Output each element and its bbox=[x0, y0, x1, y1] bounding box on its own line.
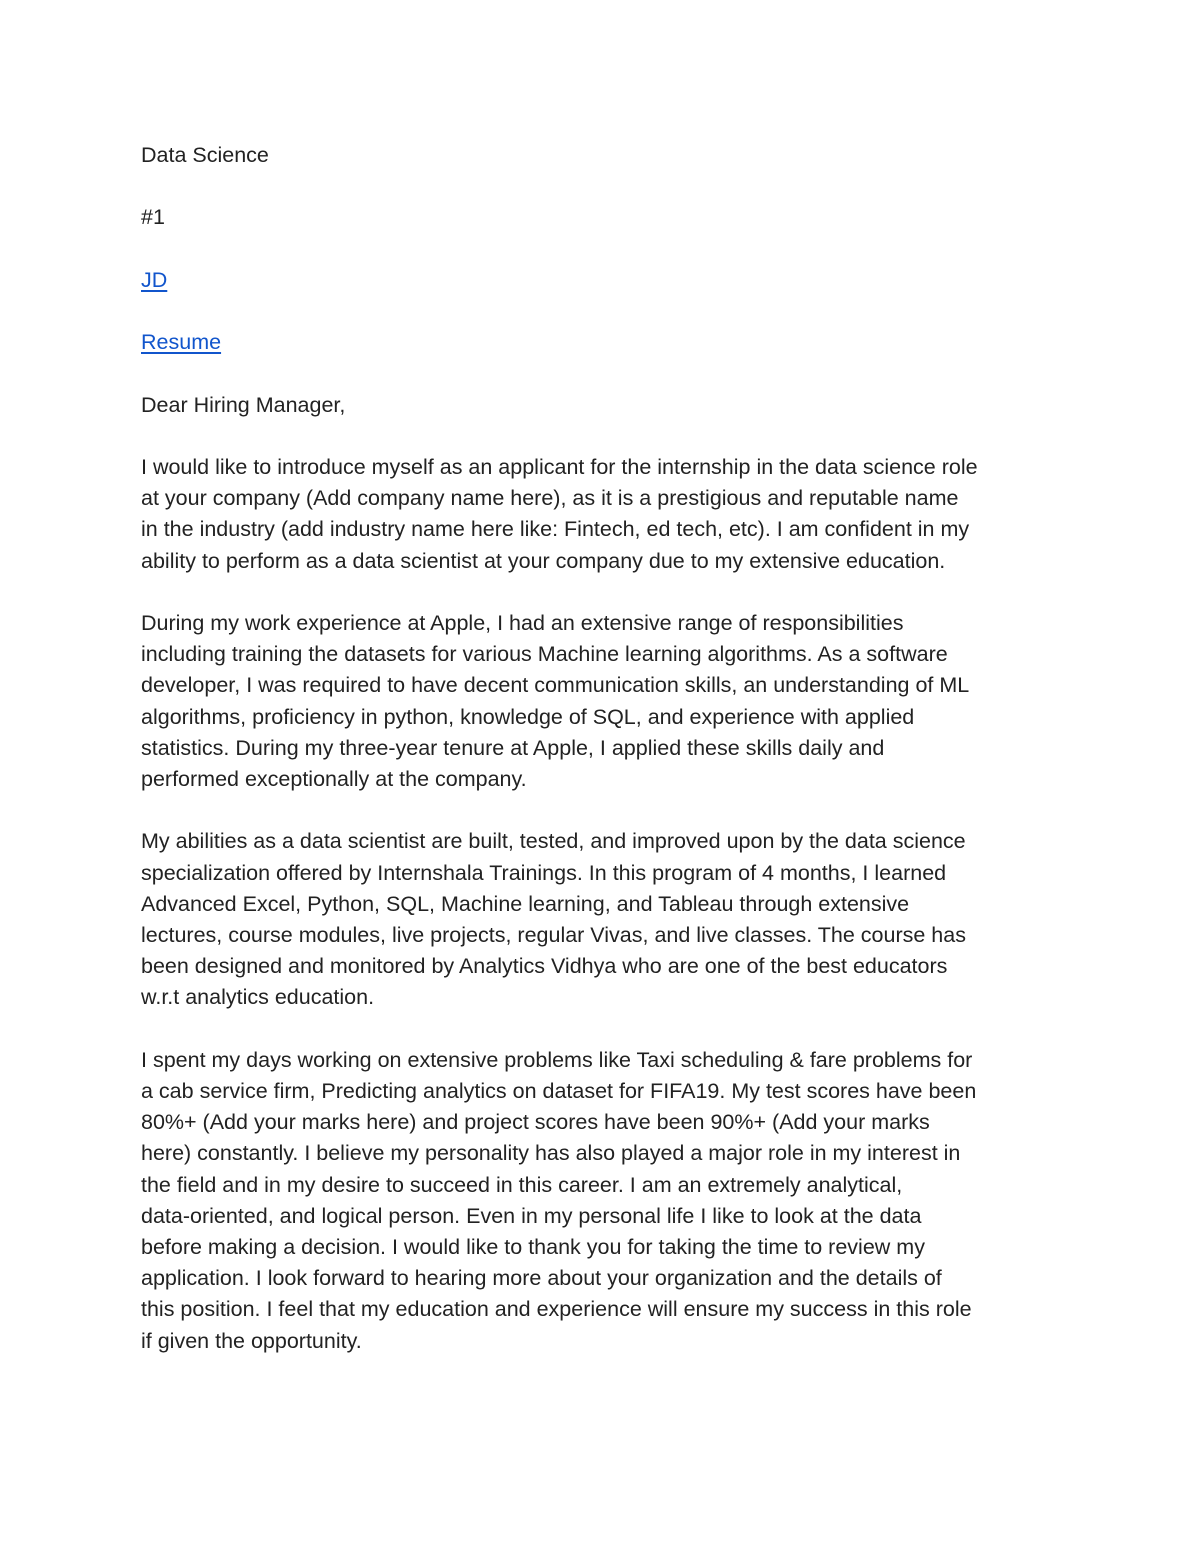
paragraph-line: data-oriented, and logical person. Even in my personal life I like to look at the data bbox=[141, 1203, 922, 1228]
paragraph-line: developer, I was required to have decent communication skills, an understanding of ML bbox=[141, 673, 970, 698]
paragraph-line: the field and in my desire to succeed in this career. I am an extremely analytical, bbox=[141, 1172, 903, 1197]
paragraph-line: statistics. During my three-year tenure at Apple, I applied these skills daily and bbox=[141, 735, 885, 760]
paragraph-line: I would like to introduce myself as an applicant for the internship in the data science role bbox=[141, 454, 978, 479]
document-number: #1 bbox=[141, 205, 165, 230]
paragraph-line: if given the opportunity. bbox=[141, 1328, 362, 1353]
paragraph-line: During my work experience at Apple, I had an extensive range of responsibilities bbox=[141, 610, 904, 635]
paragraph-line: before making a decision. I would like to thank you for taking the time to review my bbox=[141, 1234, 925, 1259]
paragraph-line: w.r.t analytics education. bbox=[141, 985, 375, 1010]
paragraph-line: a cab service firm, Predicting analytics on dataset for FIFA19. My test scores have been bbox=[141, 1078, 977, 1103]
resume-link-line bbox=[141, 327, 1071, 358]
jd-link-line bbox=[141, 265, 1071, 296]
paragraph-line: ability to perform as a data scientist at your company due to my extensive education. bbox=[141, 548, 946, 573]
paragraph-line: application. I look forward to hearing more about your organization and the details of bbox=[141, 1266, 942, 1291]
document-title: Data Science bbox=[141, 143, 269, 167]
paragraph-line: here) constantly. I believe my personality has also played a major role in my interest in bbox=[141, 1141, 961, 1166]
resume-link[interactable]: Resume bbox=[141, 330, 222, 355]
paragraph-line: lectures, course modules, live projects, regular Vivas, and live classes. The course has bbox=[141, 922, 966, 947]
paragraph-line: algorithms, proficiency in python, knowledge of SQL, and experience with applied bbox=[141, 704, 915, 729]
paragraph-line: specialization offered by Internshala Trainings. In this program of 4 months, I learned bbox=[141, 860, 947, 885]
paragraph-line: been designed and monitored by Analytics Vidhya who are one of the best educators bbox=[141, 954, 948, 979]
jd-link[interactable]: JD bbox=[141, 267, 168, 292]
document-body bbox=[141, 140, 1071, 1388]
paragraph-line: this position. I feel that my education and experience will ensure my success in this role bbox=[141, 1297, 972, 1322]
paragraph-training bbox=[141, 826, 1071, 1013]
paragraph-line: at your company (Add company name here), as it is a prestigious and reputable name bbox=[141, 486, 959, 511]
paragraph-line: My abilities as a data scientist are built, tested, and improved upon by the data science bbox=[141, 829, 966, 854]
paragraph-experience bbox=[141, 608, 1071, 795]
paragraph-line: I spent my days working on extensive problems like Taxi scheduling & fare problems for bbox=[141, 1047, 973, 1072]
paragraph-line: Advanced Excel, Python, SQL, Machine learning, and Tableau through extensive bbox=[141, 891, 910, 916]
paragraph-line: performed exceptionally at the company. bbox=[141, 766, 527, 791]
paragraph-line: including training the datasets for various Machine learning algorithms. As a software bbox=[141, 642, 948, 667]
salutation: Dear Hiring Manager, bbox=[141, 392, 346, 417]
paragraph-line: 80%+ (Add your marks here) and project scores have been 90%+ (Add your marks bbox=[141, 1110, 930, 1135]
paragraph-line: in the industry (add industry name here like: Fintech, ed tech, etc). I am confident in my bbox=[141, 517, 970, 542]
paragraph-closing bbox=[141, 1045, 1071, 1357]
paragraph-intro bbox=[141, 452, 1071, 577]
